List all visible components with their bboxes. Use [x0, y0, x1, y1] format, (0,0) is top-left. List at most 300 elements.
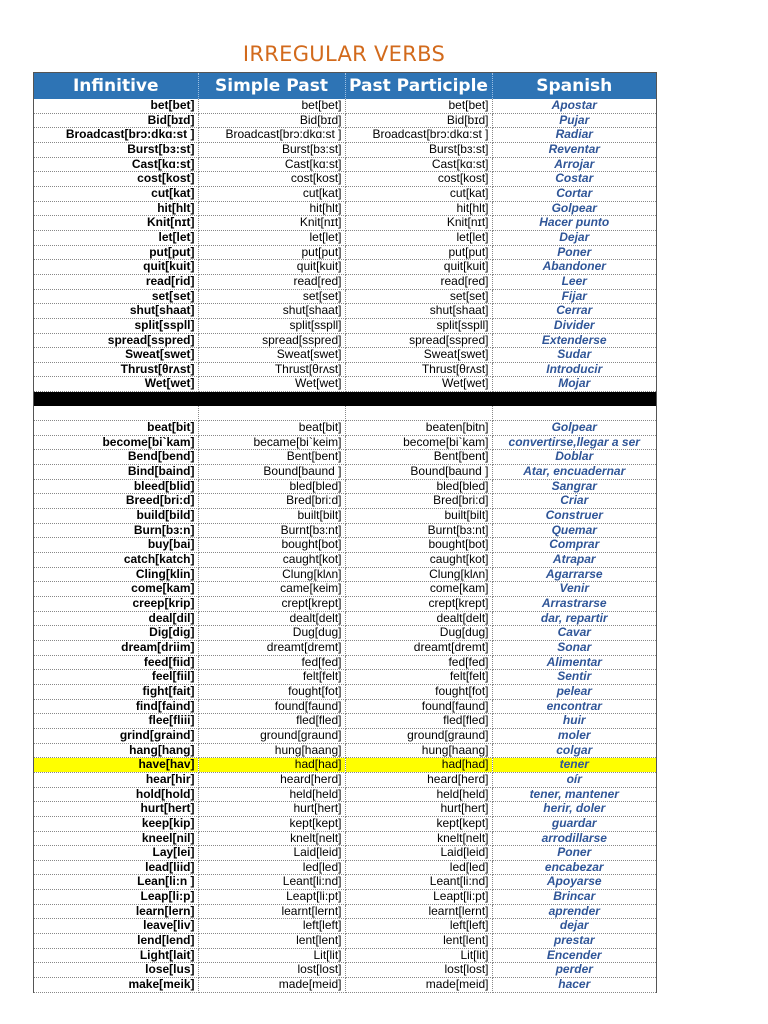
table-row — [34, 772, 656, 787]
past-participle-cell: let[let] — [345, 230, 492, 245]
simple-past-cell: built[bilt] — [198, 509, 345, 524]
simple-past-cell: felt[felt] — [198, 670, 345, 685]
table-row — [34, 333, 656, 348]
past-participle-cell: cost[kost] — [345, 172, 492, 187]
infinitive-cell: Cast[kɑ:st] — [34, 157, 198, 172]
infinitive-cell: Light[lait] — [34, 948, 198, 963]
spanish-cell: Brincar — [492, 890, 656, 905]
infinitive-cell: feed[fiid] — [34, 655, 198, 670]
header-past-participle: Past Participle — [345, 73, 492, 99]
spanish-cell: Introducir — [492, 362, 656, 377]
table-row — [34, 684, 656, 699]
spanish-cell: Agarrarse — [492, 567, 656, 582]
past-participle-cell: dreamt[dremt] — [345, 640, 492, 655]
table-row — [34, 289, 656, 304]
past-participle-cell: Leant[li:nd] — [345, 875, 492, 890]
past-participle-cell: Dug[dug] — [345, 626, 492, 641]
infinitive-cell: let[let] — [34, 230, 198, 245]
past-participle-cell: Thrust[θrʌst] — [345, 362, 492, 377]
infinitive-cell: Lean[li:n ] — [34, 875, 198, 890]
simple-past-cell: split[sspll] — [198, 318, 345, 333]
infinitive-cell: read[rid] — [34, 274, 198, 289]
table-row — [34, 787, 656, 802]
spanish-cell: Golpear — [492, 201, 656, 216]
past-participle-cell: Leapt[li:pt] — [345, 890, 492, 905]
infinitive-cell: find[faind] — [34, 699, 198, 714]
simple-past-cell: Wet[wet] — [198, 377, 345, 392]
table-row — [34, 567, 656, 582]
table-row — [34, 890, 656, 905]
past-participle-cell: lent[lent] — [345, 934, 492, 949]
spanish-cell: perder — [492, 963, 656, 978]
past-participle-cell: Laid[leid] — [345, 846, 492, 861]
infinitive-cell: flee[fliii] — [34, 714, 198, 729]
past-participle-cell: Bid[bɪd] — [345, 113, 492, 128]
simple-past-cell: bled[bled] — [198, 479, 345, 494]
header-spanish: Spanish — [492, 73, 656, 99]
past-participle-cell: Bound[baund ] — [345, 465, 492, 480]
past-participle-cell: come[kam] — [345, 582, 492, 597]
spanish-cell: Sudar — [492, 348, 656, 363]
simple-past-cell: ground[graund] — [198, 728, 345, 743]
spanish-cell: Reventar — [492, 142, 656, 157]
table-row — [34, 260, 656, 275]
simple-past-cell: fought[fot] — [198, 684, 345, 699]
spanish-cell: pelear — [492, 684, 656, 699]
infinitive-cell: catch[katch] — [34, 553, 198, 568]
past-participle-cell: fed[fed] — [345, 655, 492, 670]
table-row — [34, 582, 656, 597]
spanish-cell: Cortar — [492, 186, 656, 201]
simple-past-cell: Laid[leid] — [198, 846, 345, 861]
spanish-cell: Atar, encuadernar — [492, 465, 656, 480]
table-row — [34, 494, 656, 509]
table-row — [34, 113, 656, 128]
infinitive-cell: Sweat[swet] — [34, 348, 198, 363]
spanish-cell: Apoyarse — [492, 875, 656, 890]
past-participle-cell: bought[bot] — [345, 538, 492, 553]
table-row — [34, 348, 656, 363]
spanish-cell: herir, doler — [492, 802, 656, 817]
table-row — [34, 802, 656, 817]
spanish-cell: encabezar — [492, 860, 656, 875]
infinitive-cell: lead[liid] — [34, 860, 198, 875]
table-row — [34, 230, 656, 245]
spanish-cell: Doblar — [492, 450, 656, 465]
table-row — [34, 421, 656, 436]
spanish-cell: Construer — [492, 509, 656, 524]
spanish-cell: Arrastrarse — [492, 597, 656, 612]
past-participle-cell: Knit[nɪt] — [345, 216, 492, 231]
spanish-cell: Leer — [492, 274, 656, 289]
simple-past-cell: dreamt[dremt] — [198, 640, 345, 655]
spanish-cell: colgar — [492, 743, 656, 758]
infinitive-cell: Thrust[θrʌst] — [34, 362, 198, 377]
past-participle-cell: set[set] — [345, 289, 492, 304]
table-row — [34, 670, 656, 685]
table-row — [34, 978, 656, 993]
infinitive-cell: hear[hir] — [34, 772, 198, 787]
infinitive-cell: Lay[lei] — [34, 846, 198, 861]
table-row — [34, 699, 656, 714]
simple-past-cell: Leant[li:nd] — [198, 875, 345, 890]
infinitive-cell: creep[krip] — [34, 597, 198, 612]
simple-past-cell: became[bi`keim] — [198, 435, 345, 450]
simple-past-cell: cut[kat] — [198, 186, 345, 201]
spanish-cell: dar, repartir — [492, 611, 656, 626]
infinitive-cell: learn[lern] — [34, 904, 198, 919]
simple-past-cell: hit[hlt] — [198, 201, 345, 216]
table-row — [34, 597, 656, 612]
infinitive-cell: leave[liv] — [34, 919, 198, 934]
simple-past-cell: Lit[lit] — [198, 948, 345, 963]
spanish-cell: Hacer punto — [492, 216, 656, 231]
simple-past-cell: Broadcast[brɔ:dkɑ:st ] — [198, 128, 345, 143]
infinitive-cell: kneel[nil] — [34, 831, 198, 846]
infinitive-cell: hurt[hert] — [34, 802, 198, 817]
table-row — [34, 743, 656, 758]
table-row — [34, 640, 656, 655]
table-row — [34, 860, 656, 875]
infinitive-cell: build[bild] — [34, 509, 198, 524]
header-infinitive: Infinitive — [34, 73, 198, 99]
infinitive-cell: lose[lus] — [34, 963, 198, 978]
spanish-cell: Divider — [492, 318, 656, 333]
past-participle-cell: knelt[nelt] — [345, 831, 492, 846]
simple-past-cell: beat[bit] — [198, 421, 345, 436]
table-row — [34, 538, 656, 553]
simple-past-cell: crept[krept] — [198, 597, 345, 612]
past-participle-cell: made[meid] — [345, 978, 492, 993]
simple-past-cell: Sweat[swet] — [198, 348, 345, 363]
table-row — [34, 523, 656, 538]
header-simple-past: Simple Past — [198, 73, 345, 99]
table-row — [34, 245, 656, 260]
simple-past-cell: quit[kuit] — [198, 260, 345, 275]
table-row — [34, 553, 656, 568]
past-participle-cell: Bent[bent] — [345, 450, 492, 465]
simple-past-cell: Bred[bri:d] — [198, 494, 345, 509]
table-row — [34, 875, 656, 890]
simple-past-cell: led[led] — [198, 860, 345, 875]
simple-past-cell: held[held] — [198, 787, 345, 802]
blank-row — [34, 406, 656, 421]
past-participle-cell: split[sspll] — [345, 318, 492, 333]
infinitive-cell: bet[bet] — [34, 99, 198, 113]
past-participle-cell: hung[haang] — [345, 743, 492, 758]
section-divider — [34, 392, 656, 407]
spanish-cell: Mojar — [492, 377, 656, 392]
past-participle-cell: learnt[lernt] — [345, 904, 492, 919]
simple-past-cell: cost[kost] — [198, 172, 345, 187]
simple-past-cell: set[set] — [198, 289, 345, 304]
table-row — [34, 611, 656, 626]
simple-past-cell: heard[herd] — [198, 772, 345, 787]
table-row — [34, 655, 656, 670]
infinitive-cell: Dig[dig] — [34, 626, 198, 641]
table-row — [34, 362, 656, 377]
past-participle-cell: lost[lost] — [345, 963, 492, 978]
past-participle-cell: beaten[bitn] — [345, 421, 492, 436]
spanish-cell: Poner — [492, 245, 656, 260]
table-row — [34, 509, 656, 524]
past-participle-cell: led[led] — [345, 860, 492, 875]
simple-past-cell: lost[lost] — [198, 963, 345, 978]
past-participle-cell: hurt[hert] — [345, 802, 492, 817]
verbs-table — [34, 73, 656, 993]
spanish-cell: Radiar — [492, 128, 656, 143]
past-participle-cell: found[faund] — [345, 699, 492, 714]
spanish-cell: Quemar — [492, 523, 656, 538]
infinitive-cell: lend[lend] — [34, 934, 198, 949]
table-row — [34, 919, 656, 934]
table-row — [34, 216, 656, 231]
past-participle-cell: cut[kat] — [345, 186, 492, 201]
infinitive-cell: quit[kuit] — [34, 260, 198, 275]
table-row — [34, 963, 656, 978]
spanish-cell: encontrar — [492, 699, 656, 714]
table-row — [34, 142, 656, 157]
simple-past-cell: learnt[lernt] — [198, 904, 345, 919]
table-body — [34, 99, 656, 992]
spanish-cell: tener, mantener — [492, 787, 656, 802]
table-row — [34, 172, 656, 187]
infinitive-cell: hit[hlt] — [34, 201, 198, 216]
simple-past-cell: Burnt[bɜ:nt] — [198, 523, 345, 538]
table-row — [34, 128, 656, 143]
simple-past-cell: spread[sspred] — [198, 333, 345, 348]
infinitive-cell: Bend[bend] — [34, 450, 198, 465]
past-participle-cell: dealt[delt] — [345, 611, 492, 626]
infinitive-cell: Cling[klin] — [34, 567, 198, 582]
table-row — [34, 201, 656, 216]
past-participle-cell: ground[graund] — [345, 728, 492, 743]
table-row — [34, 846, 656, 861]
infinitive-cell: hold[hold] — [34, 787, 198, 802]
infinitive-cell: buy[bai] — [34, 538, 198, 553]
simple-past-cell: hung[haang] — [198, 743, 345, 758]
simple-past-cell: Clung[klʌn] — [198, 567, 345, 582]
past-participle-cell: Burnt[bɜ:nt] — [345, 523, 492, 538]
simple-past-cell: made[meid] — [198, 978, 345, 993]
simple-past-cell: bought[bot] — [198, 538, 345, 553]
verbs-table-container — [33, 72, 657, 993]
spanish-cell: Pujar — [492, 113, 656, 128]
spanish-cell: Costar — [492, 172, 656, 187]
simple-past-cell: hurt[hert] — [198, 802, 345, 817]
past-participle-cell: caught[kot] — [345, 553, 492, 568]
past-participle-cell: Burst[bɜ:st] — [345, 142, 492, 157]
spanish-cell: Atrapar — [492, 553, 656, 568]
past-participle-cell: spread[sspred] — [345, 333, 492, 348]
table-row — [34, 479, 656, 494]
past-participle-cell: quit[kuit] — [345, 260, 492, 275]
past-participle-cell: had[had] — [345, 758, 492, 773]
spanish-cell: moler — [492, 728, 656, 743]
header-row — [34, 73, 656, 99]
simple-past-cell: Thrust[θrʌst] — [198, 362, 345, 377]
table-row — [34, 450, 656, 465]
spanish-cell: tener — [492, 758, 656, 773]
table-row — [34, 728, 656, 743]
infinitive-cell: make[meik] — [34, 978, 198, 993]
past-participle-cell: read[red] — [345, 274, 492, 289]
infinitive-cell: Wet[wet] — [34, 377, 198, 392]
infinitive-cell: Burst[bɜ:st] — [34, 142, 198, 157]
table-row — [34, 948, 656, 963]
simple-past-cell: Cast[kɑ:st] — [198, 157, 345, 172]
table-row — [34, 377, 656, 392]
spanish-cell: Arrojar — [492, 157, 656, 172]
spanish-cell: Venir — [492, 582, 656, 597]
spanish-cell: Sonar — [492, 640, 656, 655]
infinitive-cell: become[bi`kam] — [34, 435, 198, 450]
table-row — [34, 816, 656, 831]
spanish-cell: Cavar — [492, 626, 656, 641]
spanish-cell: aprender — [492, 904, 656, 919]
past-participle-cell: left[left] — [345, 919, 492, 934]
spanish-cell: Poner — [492, 846, 656, 861]
simple-past-cell: Burst[bɜ:st] — [198, 142, 345, 157]
spanish-cell: Alimentar — [492, 655, 656, 670]
infinitive-cell: shut[shaat] — [34, 304, 198, 319]
past-participle-cell: bet[bet] — [345, 99, 492, 113]
simple-past-cell: put[put] — [198, 245, 345, 260]
simple-past-cell: bet[bet] — [198, 99, 345, 113]
spanish-cell: Golpear — [492, 421, 656, 436]
spanish-cell: Criar — [492, 494, 656, 509]
infinitive-cell: cost[kost] — [34, 172, 198, 187]
table-row — [34, 99, 656, 113]
simple-past-cell: caught[kot] — [198, 553, 345, 568]
simple-past-cell: fled[fled] — [198, 714, 345, 729]
infinitive-cell: cut[kat] — [34, 186, 198, 201]
table-row — [34, 157, 656, 172]
spanish-cell: huir — [492, 714, 656, 729]
past-participle-cell: Clung[klʌn] — [345, 567, 492, 582]
infinitive-cell: have[hav] — [34, 758, 198, 773]
infinitive-cell: deal[dil] — [34, 611, 198, 626]
past-participle-cell: held[held] — [345, 787, 492, 802]
past-participle-cell: Wet[wet] — [345, 377, 492, 392]
past-participle-cell: Broadcast[brɔ:dkɑ:st ] — [345, 128, 492, 143]
past-participle-cell: hit[hlt] — [345, 201, 492, 216]
table-row — [34, 831, 656, 846]
simple-past-cell: lent[lent] — [198, 934, 345, 949]
infinitive-cell: Bind[baind] — [34, 465, 198, 480]
table-row — [34, 465, 656, 480]
simple-past-cell: knelt[nelt] — [198, 831, 345, 846]
table-row — [34, 304, 656, 319]
simple-past-cell: let[let] — [198, 230, 345, 245]
spanish-cell: oír — [492, 772, 656, 787]
table-row — [34, 186, 656, 201]
past-participle-cell: Cast[kɑ:st] — [345, 157, 492, 172]
table-row — [34, 904, 656, 919]
past-participle-cell: crept[krept] — [345, 597, 492, 612]
table-row — [34, 274, 656, 289]
simple-past-cell: Dug[dug] — [198, 626, 345, 641]
past-participle-cell: fought[fot] — [345, 684, 492, 699]
past-participle-cell: put[put] — [345, 245, 492, 260]
page-title: IRREGULAR VERBS — [242, 42, 446, 66]
infinitive-cell: come[kam] — [34, 582, 198, 597]
spanish-cell: convertirse,llegar a ser — [492, 435, 656, 450]
table-row — [34, 435, 656, 450]
infinitive-cell: grind[graind] — [34, 728, 198, 743]
infinitive-cell: split[sspll] — [34, 318, 198, 333]
past-participle-cell: shut[shaat] — [345, 304, 492, 319]
past-participle-cell: Bred[bri:d] — [345, 494, 492, 509]
past-participle-cell: fled[fled] — [345, 714, 492, 729]
infinitive-cell: Bid[bɪd] — [34, 113, 198, 128]
infinitive-cell: set[set] — [34, 289, 198, 304]
spanish-cell: Extenderse — [492, 333, 656, 348]
simple-past-cell: came[keim] — [198, 582, 345, 597]
spanish-cell: Comprar — [492, 538, 656, 553]
table-row — [34, 626, 656, 641]
infinitive-cell: bleed[blid] — [34, 479, 198, 494]
infinitive-cell: keep[kip] — [34, 816, 198, 831]
infinitive-cell: feel[fiil] — [34, 670, 198, 685]
table-row — [34, 758, 656, 773]
spanish-cell: Sentir — [492, 670, 656, 685]
infinitive-cell: spread[sspred] — [34, 333, 198, 348]
simple-past-cell: had[had] — [198, 758, 345, 773]
simple-past-cell: Bid[bɪd] — [198, 113, 345, 128]
infinitive-cell: Burn[bɜ:n] — [34, 523, 198, 538]
simple-past-cell: left[left] — [198, 919, 345, 934]
spanish-cell: dejar — [492, 919, 656, 934]
simple-past-cell: read[red] — [198, 274, 345, 289]
simple-past-cell: shut[shaat] — [198, 304, 345, 319]
spanish-cell: Apostar — [492, 99, 656, 113]
infinitive-cell: hang[hang] — [34, 743, 198, 758]
past-participle-cell: built[bilt] — [345, 509, 492, 524]
spanish-cell: prestar — [492, 934, 656, 949]
simple-past-cell: fed[fed] — [198, 655, 345, 670]
spanish-cell: Fijar — [492, 289, 656, 304]
table-row — [34, 714, 656, 729]
spanish-cell: Sangrar — [492, 479, 656, 494]
past-participle-cell: bled[bled] — [345, 479, 492, 494]
table-row — [34, 318, 656, 333]
spanish-cell: arrodillarse — [492, 831, 656, 846]
simple-past-cell: Leapt[li:pt] — [198, 890, 345, 905]
past-participle-cell: Sweat[swet] — [345, 348, 492, 363]
past-participle-cell: heard[herd] — [345, 772, 492, 787]
past-participle-cell: become[bi`kam] — [345, 435, 492, 450]
simple-past-cell: kept[kept] — [198, 816, 345, 831]
spanish-cell: Cerrar — [492, 304, 656, 319]
past-participle-cell: Lit[lit] — [345, 948, 492, 963]
spanish-cell: Abandoner — [492, 260, 656, 275]
infinitive-cell: beat[bit] — [34, 421, 198, 436]
spanish-cell: Encender — [492, 948, 656, 963]
simple-past-cell: Bound[baund ] — [198, 465, 345, 480]
spanish-cell: hacer — [492, 978, 656, 993]
spanish-cell: Dejar — [492, 230, 656, 245]
infinitive-cell: Broadcast[brɔ:dkɑ:st ] — [34, 128, 198, 143]
infinitive-cell: fight[fait] — [34, 684, 198, 699]
simple-past-cell: found[faund] — [198, 699, 345, 714]
past-participle-cell: kept[kept] — [345, 816, 492, 831]
simple-past-cell: Knit[nɪt] — [198, 216, 345, 231]
infinitive-cell: Knit[nɪt] — [34, 216, 198, 231]
infinitive-cell: dream[driim] — [34, 640, 198, 655]
simple-past-cell: Bent[bent] — [198, 450, 345, 465]
infinitive-cell: put[put] — [34, 245, 198, 260]
